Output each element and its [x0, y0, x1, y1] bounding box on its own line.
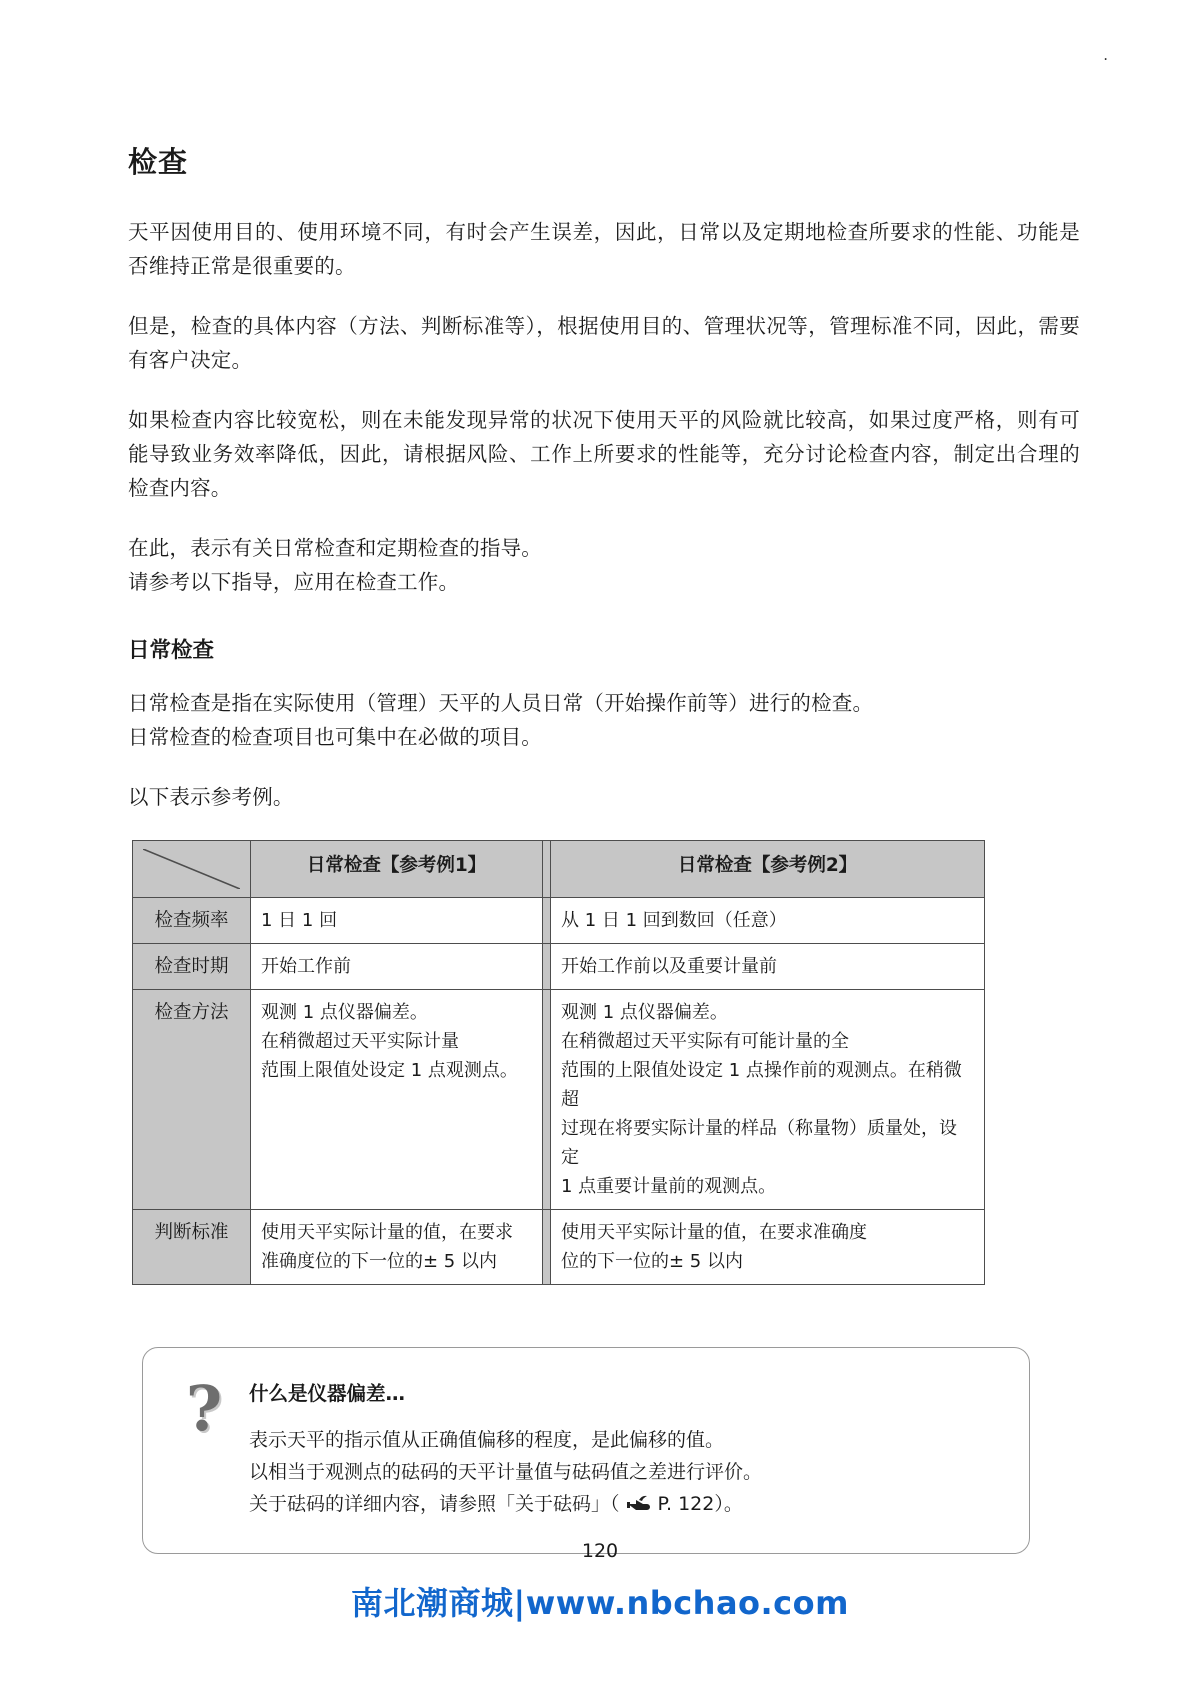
cell-line: 1 日 1 回 — [261, 910, 338, 931]
info-note-box — [142, 1347, 1030, 1554]
note-title: 什么是仪器偏差… — [249, 1382, 406, 1405]
pointing-hand-icon — [626, 1491, 656, 1523]
note-reference-page: P. 122 — [657, 1493, 715, 1515]
inspection-table — [132, 840, 985, 1285]
table-column-separator — [543, 841, 551, 898]
cell-line: 准确度位的下一位的± 5 以内 — [261, 1251, 497, 1272]
note-line-1: 表示天平的指示值从正确值偏移的程度，是此偏移的值。 — [249, 1429, 725, 1451]
section-line-2: 日常检查的检查项目也可集中在必做的项目。 — [128, 725, 542, 749]
cell-line: 位的下一位的± 5 以内 — [561, 1251, 743, 1272]
row-label-frequency: 检查频率 — [133, 898, 251, 944]
page-title: 检查 — [128, 145, 189, 179]
cell-timing-example2 — [551, 944, 985, 990]
page-content — [128, 140, 1080, 1554]
closing-line-2: 请参考以下指导，应用在检查工作。 — [128, 570, 460, 594]
note-reference-prefix: 关于砝码的详细内容，请参照「关于砝码」（ — [249, 1493, 620, 1515]
table-corner-cell — [133, 841, 251, 898]
example-intro: 以下表示参考例。 — [128, 785, 294, 809]
cell-line: 过现在将要实际计量的样品（称量物）质量处，设定 — [561, 1118, 957, 1168]
intro-paragraph-2: 但是，检查的具体内容（方法、判断标准等），根据使用目的、管理状况等，管理标准不同，因此，需要有客户决定。 — [128, 314, 1080, 372]
table-header-example2: 日常检查【参考例2】 — [551, 841, 985, 898]
table-row — [133, 1210, 985, 1285]
cell-line: 1 点重要计量前的观测点。 — [561, 1176, 777, 1197]
table-row — [133, 990, 985, 1210]
question-mark-icon: ? — [185, 1372, 223, 1445]
cell-method-example1 — [251, 990, 543, 1210]
cell-line: 在稍微超过天平实际计量 — [261, 1031, 459, 1052]
cell-line: 观测 1 点仪器偏差。 — [261, 1002, 428, 1023]
cell-line: 使用天平实际计量的值，在要求准确度 — [561, 1222, 867, 1243]
diagonal-line-icon — [143, 849, 240, 889]
intro-paragraph-1: 天平因使用目的、使用环境不同，有时会产生误差，因此，日常以及定期地检查所要求的性能、功能是否维持正常是很重要的。 — [128, 220, 1080, 278]
intro-paragraph-3: 如果检查内容比较宽松，则在未能发现异常的状况下使用天平的风险就比较高，如果过度严格，则有可能导致业务效率降低，因此，请根据风险、工作上所要求的性能等，充分讨论检查内容，制定出合理的检查内容。 — [128, 408, 1080, 500]
cell-criteria-example2 — [551, 1210, 985, 1285]
corner-mark: . — [1103, 46, 1108, 64]
cell-line: 使用天平实际计量的值，在要求 — [261, 1222, 513, 1243]
note-reference-line — [249, 1488, 1001, 1523]
row-label-criteria: 判断标准 — [133, 1210, 251, 1285]
note-line-2: 以相当于观测点的砝码的天平计量值与砝码值之差进行评价。 — [249, 1461, 763, 1483]
cell-line: 开始工作前以及重要计量前 — [561, 956, 777, 977]
closing-line-1: 在此，表示有关日常检查和定期检查的指导。 — [128, 536, 542, 560]
watermark: 南北潮商城|www.nbchao.com — [351, 1584, 849, 1622]
cell-line: 范围的上限值处设定 1 点操作前的观测点。在稍微超 — [561, 1060, 962, 1110]
cell-method-example2 — [551, 990, 985, 1210]
cell-line: 从 1 日 1 回到数回（任意） — [561, 910, 787, 931]
table-column-separator — [543, 898, 551, 944]
note-body — [237, 1372, 1001, 1523]
cell-frequency-example2 — [551, 898, 985, 944]
cell-line: 观测 1 点仪器偏差。 — [561, 1002, 728, 1023]
cell-line: 在稍微超过天平实际有可能计量的全 — [561, 1031, 849, 1052]
cell-frequency-example1 — [251, 898, 543, 944]
note-reference-suffix: ）。 — [714, 1493, 743, 1515]
section-heading-daily-inspection: 日常检查 — [128, 638, 215, 663]
table-column-separator — [543, 990, 551, 1210]
row-label-timing: 检查时期 — [133, 944, 251, 990]
table-column-separator — [543, 944, 551, 990]
table-row — [133, 898, 985, 944]
table-header-example1: 日常检查【参考例1】 — [251, 841, 543, 898]
table-header-row — [133, 841, 985, 898]
cell-criteria-example1 — [251, 1210, 543, 1285]
table-column-separator — [543, 1210, 551, 1285]
cell-timing-example1 — [251, 944, 543, 990]
cell-line: 开始工作前 — [261, 956, 351, 977]
table-row — [133, 944, 985, 990]
row-label-method: 检查方法 — [133, 990, 251, 1210]
cell-line: 范围上限值处设定 1 点观测点。 — [261, 1060, 518, 1081]
section-line-1: 日常检查是指在实际使用（管理）天平的人员日常（开始操作前等）进行的检查。 — [128, 691, 874, 715]
page-number: 120 — [581, 1540, 619, 1562]
